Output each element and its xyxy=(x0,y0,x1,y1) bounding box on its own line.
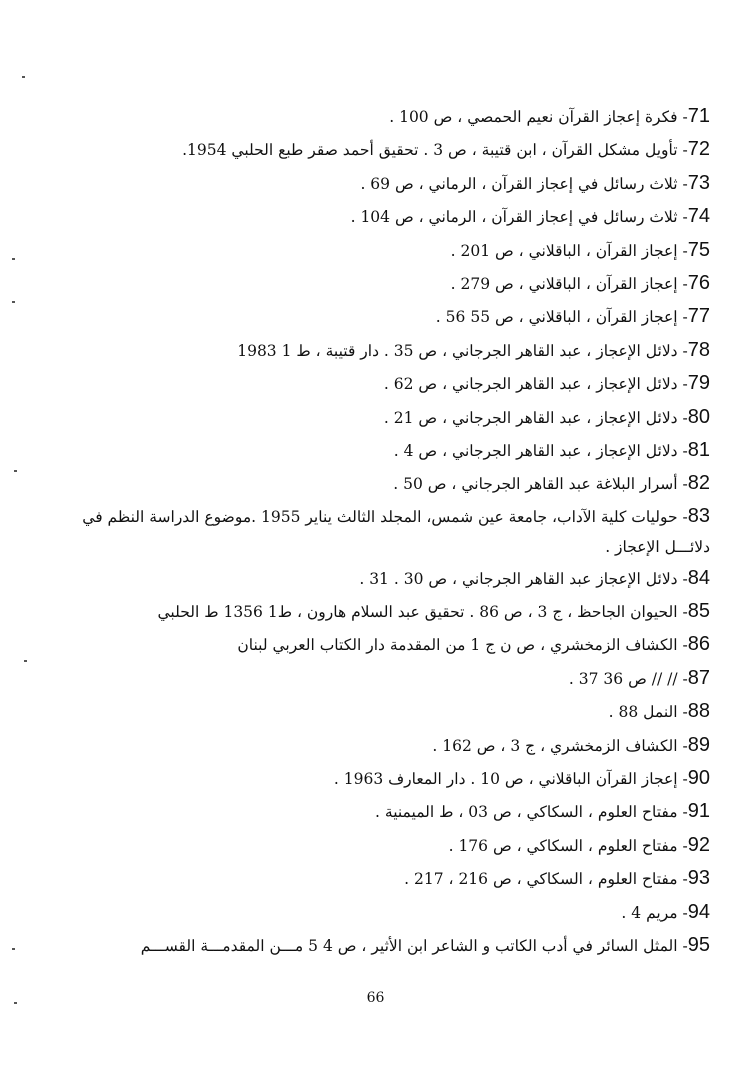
reference-number: 83 xyxy=(687,504,710,527)
reference-text: حوليات كلية الآداب، جامعة عين شمس، المجلد الثالث يناير 1955 .موضوع الدراسة النظم في دلائـــل الإعجاز . xyxy=(82,507,710,556)
reference-dash: - xyxy=(677,936,688,955)
reference-text: دلائل الإعجاز عبد القاهر الجرجاني ، ص 30 . 31 . xyxy=(359,569,678,588)
reference-text: دلائل الإعجاز ، عبد القاهر الجرجاني ، ص 62 . xyxy=(383,375,678,394)
reference-dash: - xyxy=(677,770,688,789)
reference-text: إعجاز القرآن الباقلاني ، ص 10 . دار المعارف 1963 . xyxy=(333,770,678,789)
scan-speck xyxy=(22,76,25,78)
reference-dash: - xyxy=(677,375,688,394)
reference-dash: - xyxy=(677,703,688,722)
reference-text: مفتاح العلوم ، السكاكي ، ص 176 . xyxy=(448,836,678,855)
reference-list xyxy=(40,100,710,962)
scan-speck xyxy=(14,470,17,472)
reference-number: 90 xyxy=(687,767,710,790)
reference-dash: - xyxy=(677,241,688,260)
reference-item xyxy=(40,467,710,500)
reference-item xyxy=(40,401,710,434)
reference-dash: - xyxy=(677,141,688,160)
reference-dash: - xyxy=(677,208,688,227)
reference-dash: - xyxy=(677,836,688,855)
reference-number: 88 xyxy=(687,700,710,723)
reference-number: 73 xyxy=(687,171,710,194)
reference-text: // // ص 36 37 . xyxy=(568,669,678,688)
reference-dash: - xyxy=(677,569,688,588)
reference-item xyxy=(40,334,710,367)
reference-number: 75 xyxy=(687,238,710,261)
reference-item xyxy=(40,367,710,400)
reference-item xyxy=(40,896,710,929)
reference-item xyxy=(40,267,710,300)
reference-dash: - xyxy=(677,408,688,427)
reference-number: 86 xyxy=(687,633,710,656)
reference-number: 74 xyxy=(687,205,710,228)
reference-item xyxy=(40,595,710,628)
reference-text: أسرار البلاغة عبد القاهر الجرجاني ، ص 50 . xyxy=(393,475,678,494)
reference-dash: - xyxy=(677,603,688,622)
reference-text: النمل 88 . xyxy=(608,703,678,722)
reference-number: 89 xyxy=(687,733,710,756)
reference-dash: - xyxy=(677,736,688,755)
reference-dash: - xyxy=(677,507,688,526)
reference-text: إعجاز القرآن ، الباقلاني ، ص 201 . xyxy=(450,241,678,260)
reference-item xyxy=(40,300,710,333)
reference-item xyxy=(40,662,710,695)
reference-dash: - xyxy=(677,636,688,655)
reference-text: إعجاز القرآن ، الباقلاني ، ص 55 56 . xyxy=(435,308,678,327)
reference-text: ثلاث رسائل في إعجاز القرآن ، الرماني ، ص 69 . xyxy=(360,174,678,193)
reference-text: دلائل الإعجاز ، عبد القاهر الجرجاني ، ص 21 . xyxy=(383,408,678,427)
reference-number: 76 xyxy=(687,271,710,294)
reference-number: 85 xyxy=(687,600,710,623)
reference-item xyxy=(40,100,710,133)
reference-dash: - xyxy=(677,108,688,126)
reference-item xyxy=(40,729,710,762)
reference-number: 71 xyxy=(687,105,710,127)
reference-number: 92 xyxy=(687,833,710,856)
reference-text: مريم 4 . xyxy=(621,903,678,922)
reference-number: 78 xyxy=(687,338,710,361)
reference-text: ثلاث رسائل في إعجاز القرآن ، الرماني ، ص 104 . xyxy=(350,208,678,227)
reference-number: 91 xyxy=(687,800,710,823)
reference-text: تأويل مشكل القرآن ، ابن قتيبة ، ص 3 . تحقيق أحمد صقر طبع الحلبي 1954. xyxy=(182,141,678,160)
reference-number: 80 xyxy=(687,405,710,428)
reference-text: دلائل الإعجاز ، عبد القاهر الجرجاني ، ص 35 . دار قتيبة ، ط 1 1983 xyxy=(237,341,678,360)
reference-number: 84 xyxy=(687,566,710,589)
reference-number: 77 xyxy=(687,305,710,328)
reference-dash: - xyxy=(677,903,688,922)
reference-number: 82 xyxy=(687,472,710,495)
reference-dash: - xyxy=(677,308,688,327)
reference-number: 93 xyxy=(687,867,710,890)
reference-text: مفتاح العلوم ، السكاكي ، ص 216 ، 217 . xyxy=(404,870,678,889)
reference-item xyxy=(40,695,710,728)
reference-item xyxy=(40,762,710,795)
reference-item xyxy=(40,628,710,661)
reference-item xyxy=(40,829,710,862)
reference-text: فكرة إعجاز القرآن نعيم الحمصي ، ص 100 . xyxy=(389,108,678,126)
reference-number: 94 xyxy=(687,900,710,923)
reference-item xyxy=(40,200,710,233)
reference-dash: - xyxy=(677,274,688,293)
reference-text: إعجاز القرآن ، الباقلاني ، ص 279 . xyxy=(450,274,678,293)
reference-text: دلائل الإعجاز ، عبد القاهر الجرجاني ، ص 4 . xyxy=(393,441,678,460)
reference-dash: - xyxy=(677,803,688,822)
reference-item xyxy=(40,234,710,267)
reference-text: مفتاح العلوم ، السكاكي ، ص 03 ، ط الميمنية . xyxy=(375,803,678,822)
reference-item xyxy=(40,167,710,200)
scan-speck xyxy=(12,948,15,950)
scan-speck xyxy=(12,301,15,303)
reference-item xyxy=(40,434,710,467)
reference-number: 81 xyxy=(687,438,710,461)
reference-text: الحيوان الجاحظ ، ج 3 ، ص 86 . تحقيق عبد السلام هارون ، ط1 1356 ط الحلبي xyxy=(157,603,678,622)
reference-item xyxy=(40,562,710,595)
reference-dash: - xyxy=(677,870,688,889)
reference-text: الكشاف الزمخشري ، ص ن ج 1 من المقدمة دار الكتاب العربي لبنان xyxy=(237,636,678,655)
scan-speck xyxy=(24,660,27,662)
reference-item xyxy=(40,795,710,828)
reference-item xyxy=(40,929,710,962)
reference-dash: - xyxy=(677,441,688,460)
reference-number: 79 xyxy=(687,372,710,395)
reference-number: 87 xyxy=(687,666,710,689)
reference-text: الكشاف الزمخشري ، ج 3 ، ص 162 . xyxy=(432,736,678,755)
reference-dash: - xyxy=(677,475,688,494)
scan-speck xyxy=(12,258,15,260)
reference-dash: - xyxy=(677,341,688,360)
reference-dash: - xyxy=(677,669,688,688)
reference-dash: - xyxy=(677,174,688,193)
reference-item xyxy=(40,862,710,895)
reference-text: المثل السائر في أدب الكاتب و الشاعر ابن الأثير ، ص 4 5 مـــن المقدمـــة القســـم xyxy=(140,936,678,955)
page-number: 66 xyxy=(366,990,385,1006)
reference-item xyxy=(40,133,710,166)
reference-number: 72 xyxy=(687,138,710,161)
reference-item xyxy=(40,501,710,562)
reference-number: 95 xyxy=(687,933,710,956)
